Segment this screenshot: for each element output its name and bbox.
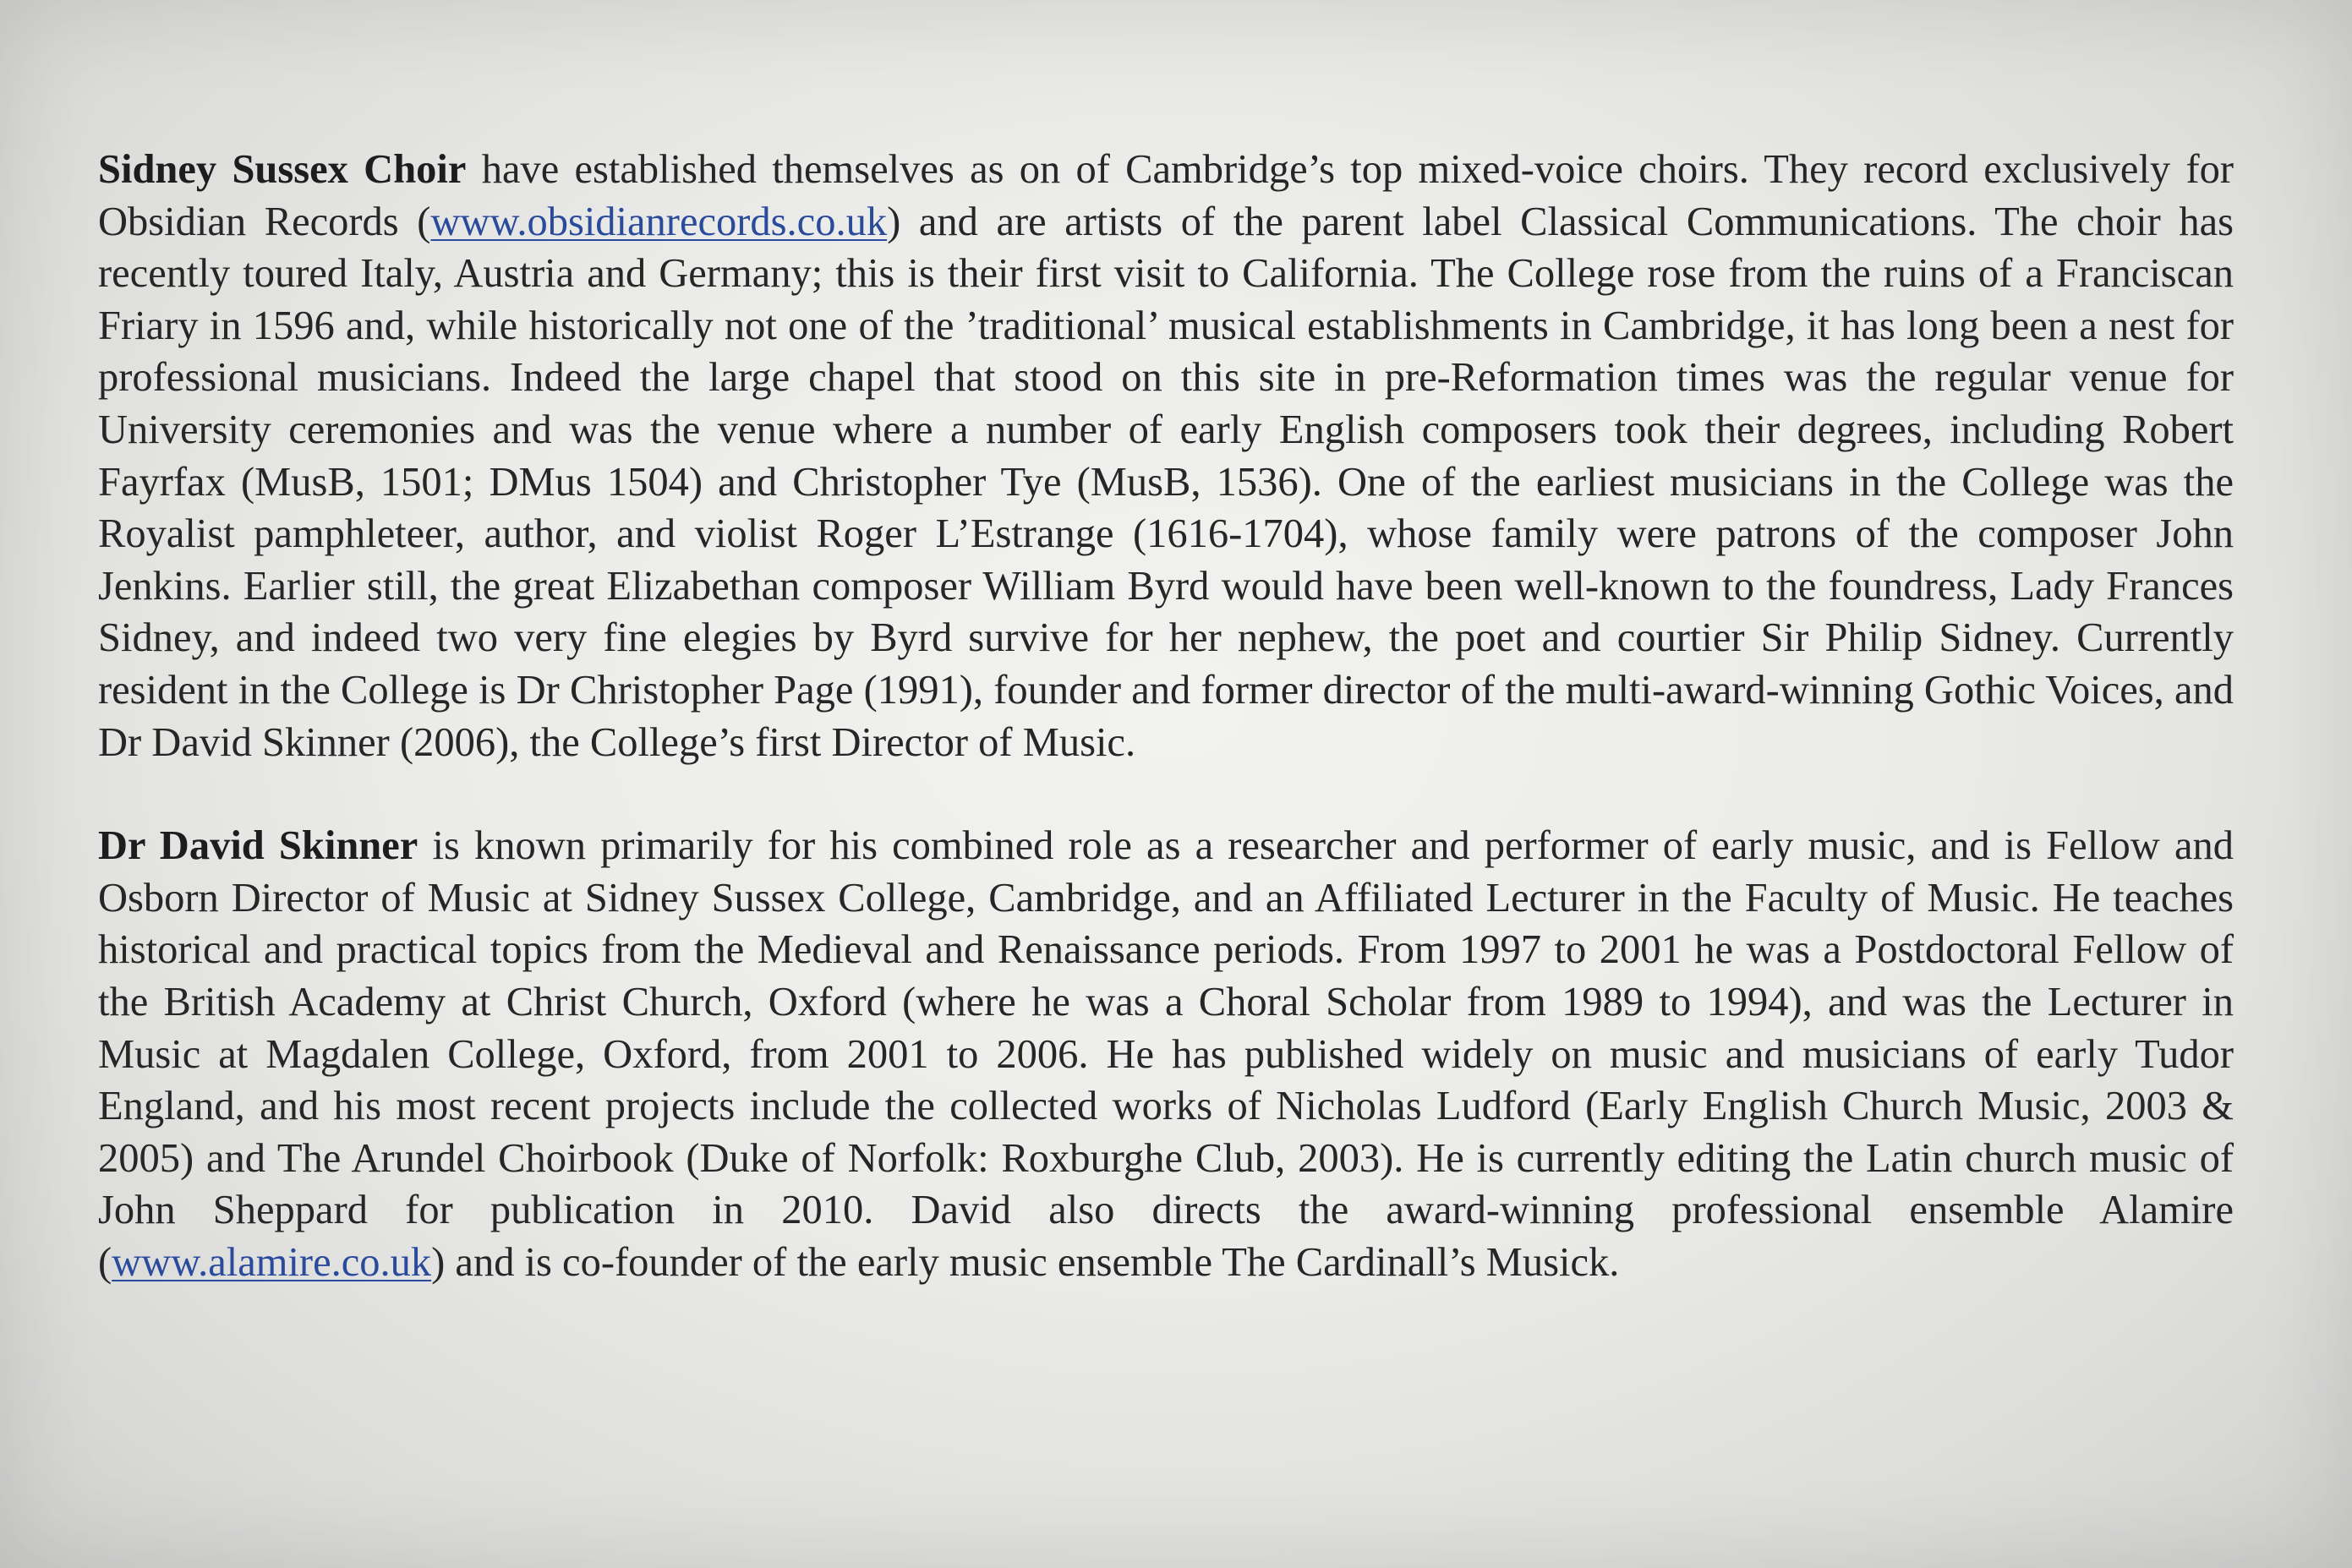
alamire-link[interactable]: www.alamire.co.uk — [112, 1239, 432, 1285]
skinner-text-part-1: is known primarily for his combined role as a researcher and performer of early music, and is Fellow and Osborn Director of Music at Sidney Sussex College, Cambridge, and an Affiliated Lecturer in the Faculty of Music. He teaches historical and practical topics from the Medieval and Renaissance periods. From 1997 to 2001 he was a Postdoctoral Fellow of the British Academy at Christ Church, Oxford (where he was a Choral Scholar from 1989 to 1994), and was the Lecturer in Music at Magdalen College, Oxford, from 2001 to 2006. He has published widely on music and musicians of early Tudor England, and his most recent projects include the collected works of Nicholas Ludford (Early English Church Music, 2003 & 2005) and The Arundel Choirbook (Duke of Norfolk: Roxburghe Club, 2003). He is currently editing the Latin church music of John Sheppard for publication in 2010. David also directs the award-winning professional ensemble Alamire ( — [98, 823, 2234, 1285]
choir-text-part-2: ) and are artists of the parent label Classical Communications. The choir has recently toured Italy, Austria and Germany; this is their first visit to California. The College rose from the ruins of a Franciscan Friary in 1596 and, while historically not one of the ’traditional’ musical establishments in Cambridge, it has long been a nest for professional musicians. Indeed the large chapel that stood on this site in pre-Reformation times was the regular venue for University ceremonies and was the venue where a number of early English composers took their degrees, including Robert Fayrfax (MusB, 1501; DMus 1504) and Christopher Tye (MusB, 1536). One of the earliest musicians in the College was the Royalist pamphleteer, author, and violist Roger L’Estrange (1616-1704), whose family were patrons of the composer John Jenkins. Earlier still, the great Elizabethan composer William Byrd would have been well-known to the foundress, Lady Frances Sidney, and indeed two very fine elegies by Byrd survive for her nephew, the poet and courtier Sir Philip Sidney. Currently resident in the College is Dr Christopher Page (1991), founder and former director of the multi-award-winning Gothic Voices, and Dr David Skinner (2006), the College’s first Director of Music. — [98, 199, 2234, 765]
choir-heading: Sidney Sussex Choir — [98, 147, 467, 192]
page-body — [98, 144, 2234, 1288]
choir-text-part-1: have established themselves as on of Cambridge’s top mixed-voice choirs. They record exclusively for Obsidian Records ( — [98, 147, 2234, 244]
skinner-text-part-2: ) and is co-founder of the early music ensemble The Cardinall’s Musick. — [431, 1239, 1620, 1285]
paragraph-skinner — [98, 820, 2234, 1288]
skinner-heading: Dr David Skinner — [98, 823, 418, 869]
obsidian-records-link[interactable]: www.obsidianrecords.co.uk — [430, 199, 888, 244]
paragraph-choir — [98, 144, 2234, 768]
